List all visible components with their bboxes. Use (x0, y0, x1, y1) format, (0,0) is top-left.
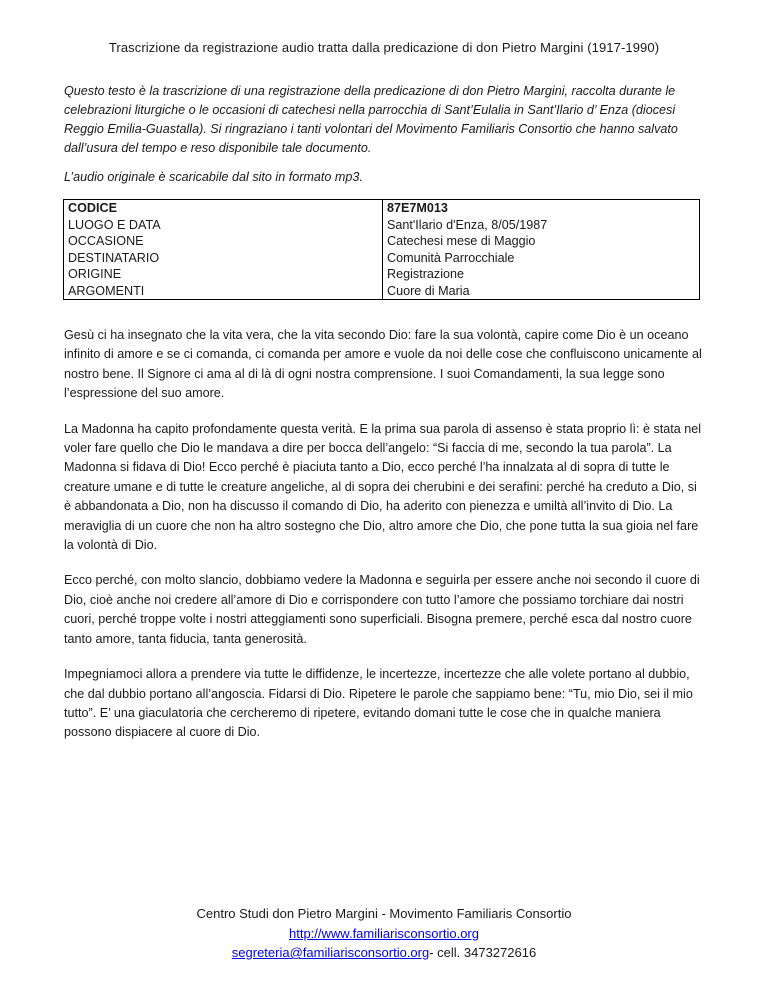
meta-value-occasione: Catechesi mese di Maggio (387, 234, 536, 248)
intro-paragraph: Questo testo è la trascrizione di una registrazione della predicazione di don Pietro Margini, raccolta durante le celebrazioni liturgiche o le occasioni di catechesi nella parrocchia di Sant’Eulalia in Sant’Ilario d’ Enza (diocesi Reggio Emilia-Guastalla). Si ringraziano i tanti volontari del Movimento Familiaris Consortio che hanno salvato dall’usura del tempo e reso disponibile tale documento. (64, 84, 678, 155)
meta-key-argomenti: ARGOMENTI (68, 283, 145, 298)
body-paragraph: Gesù ci ha insegnato che la vita vera, che la vita secondo Dio: fare la sua volontà, capire come Dio è un oceano infinito di amore e se ci comanda, ci comanda per amore e vuole da noi delle cose che confluiscono unicamente al nostro bene. Il Signore ci ama al di là di ogni nostra comprensione. I suoi Comandamenti, la sua legge sono l’espressione del suo amore. (64, 328, 702, 401)
meta-value-destinatario: Comunità Parrocchiale (387, 250, 515, 265)
intro-section (64, 82, 704, 197)
body-text (64, 326, 704, 759)
meta-value-luogo-data: Sant'Ilario d'Enza, 8/05/1987 (387, 217, 548, 232)
body-paragraph: Impegniamoci allora a prendere via tutte le diffidenze, le incertezze, incertezze che alle volete portano al dubbio, che dal dubbio portano all’angoscia. Fidarsi di Dio. Ripetere le parole che sappiamo bene: “Tu, mio Dio, sei il mio tutto”. E’ una giaculatoria che cercheremo di ripetere, evitando domani tutte le cose che in qualche maniera possono dispiacere al cuore di Dio. (64, 667, 693, 740)
website-link[interactable]: http://www.familiarisconsortio.org (288, 925, 479, 941)
email-link[interactable]: segreteria@familiarisconsortio.org (231, 945, 430, 960)
page-header: Trascrizione da registrazione audio tratta dalla predicazione di don Pietro Margini (1917-1990) (108, 40, 660, 55)
body-paragraph: Ecco perché, con molto slancio, dobbiamo vedere la Madonna e seguirla per essere anche noi secondo il cuore di Dio, cioè anche noi credere all’amore di Dio e corrispondere con tutto l’amore che possiamo torchiare dai nostri cuori, perché troppe volte i nostri atteggiamenti sono superficiali. Bisogna premere, perché esca dal nostro cuore tanto amore, tanta fiducia, tanta generosità. (64, 573, 700, 646)
meta-key-occasione: OCCASIONE (68, 234, 144, 248)
metadata-table (63, 199, 700, 300)
footer-phone: - cell. 3473272616 (429, 945, 537, 960)
metadata-keys-cell (64, 200, 383, 300)
page-footer (0, 904, 768, 963)
meta-value-argomenti: Cuore di Maria (387, 283, 470, 298)
meta-value-codice: 87E7M013 (387, 201, 448, 215)
meta-key-origine: ORIGINE (68, 267, 122, 281)
meta-key-codice: CODICE (68, 201, 117, 215)
metadata-values-cell (383, 200, 700, 300)
meta-key-destinatario: DESTINATARIO (68, 250, 160, 265)
footer-org: Centro Studi don Pietro Margini - Movimento Familiaris Consortio (196, 906, 572, 921)
meta-value-origine: Registrazione (387, 267, 465, 281)
body-paragraph: La Madonna ha capito profondamente questa verità. E la prima sua parola di assenso è stata proprio lì: è stata nel voler fare quello che Dio le mandava a dire per bocca dell’angelo: “Si faccia di me, secondo la tua parola”. La Madonna si fidava di Dio! Ecco perché è piaciuta tanto a Dio, ecco perché l’ha innalzata al di sopra di tutte le creature umane e di tutte le creature angeliche, al di sopra dei cherubini e dei serafini: perché ha creduto a Dio, si è abbandonata a Dio, non ha discusso il comando di Dio, ha aderito con pienezza e umiltà all’invito di Dio. La meraviglia di un cuore che non ha altro sostegno che Dio, altro amore che Dio, che pone tutta la sua gioia nel fare la volontà di Dio. (64, 421, 702, 553)
meta-key-luogo-data: LUOGO E DATA (68, 217, 161, 232)
audio-note: L’audio originale è scaricabile dal sito in formato mp3. (64, 170, 363, 184)
